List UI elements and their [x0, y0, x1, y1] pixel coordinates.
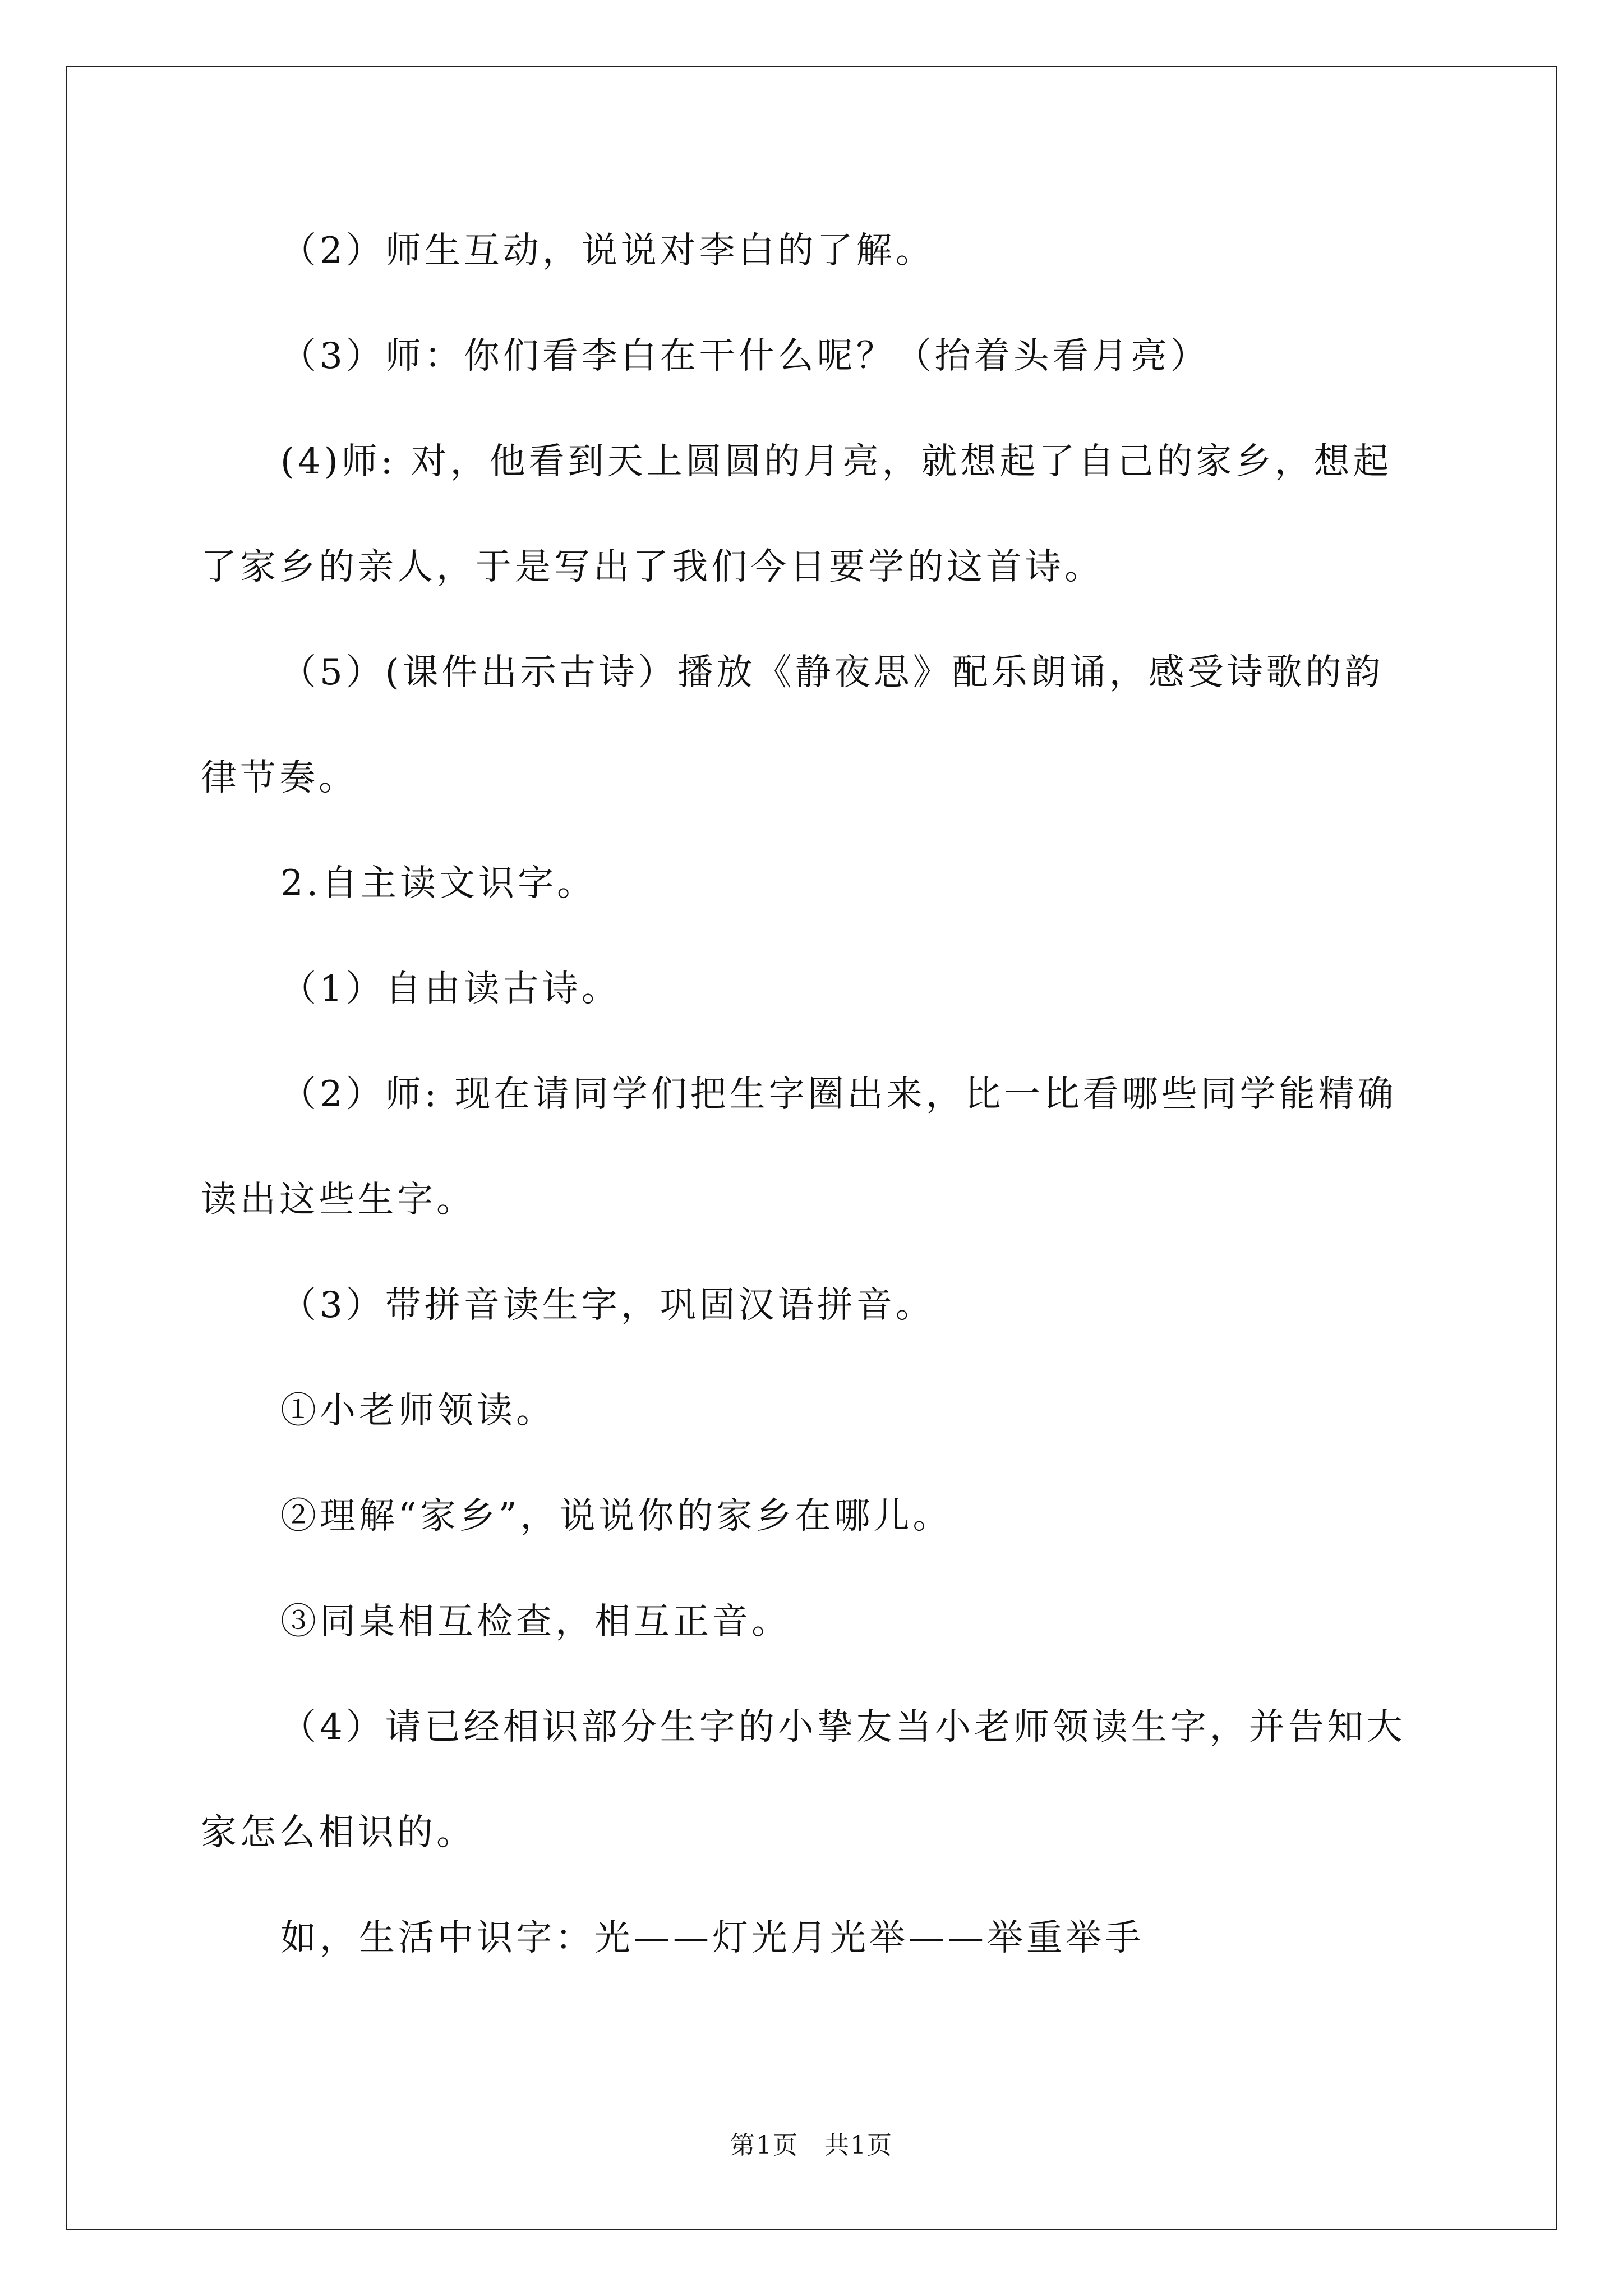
paragraph-line: 如，生活中识字：光——灯光月光举——举重举手	[280, 1917, 1144, 1959]
paragraph-line: ②理解“家乡”，说说你的家乡在哪儿。	[280, 1496, 952, 1537]
paragraph-line: （5）(课件出示古诗）播放《静夜思》配乐朗诵，感受诗歌的韵	[280, 652, 1384, 693]
paragraph-line: 律节奏。	[201, 757, 358, 799]
page-number-footer: 第1页 共1页	[730, 2131, 893, 2160]
paragraph-line: ①小老师领读。	[280, 1390, 555, 1432]
paragraph-line: （3）师：你们看李白在干什么呢？（抬着头看月亮）	[280, 335, 1210, 377]
paragraph-line: （2）师生互动，说说对李白的了解。	[280, 230, 935, 272]
paragraph-line: ③同桌相互检查，相互正音。	[280, 1601, 791, 1642]
paragraph-line: (4)师: 对，他看到天上圆圆的月亮，就想起了自己的家乡，想起	[280, 441, 1393, 482]
paragraph-line: （3）带拼音读生字，巩固汉语拼音。	[280, 1285, 935, 1326]
paragraph-line: （4）请已经相识部分生字的小挚友当小老师领读生字，并告知大	[280, 1706, 1406, 1748]
section-heading: 2.自主读文识字。	[280, 863, 597, 904]
paragraph-line: 读出这些生字。	[201, 1179, 476, 1221]
paragraph-line: （1）自由读古诗。	[280, 968, 621, 1010]
paragraph-line: （2）师: 现在请同学们把生字圈出来，比一比看哪些同学能精确	[280, 1074, 1397, 1115]
paragraph-line: 了家乡的亲人，于是写出了我们今日要学的这首诗。	[201, 546, 1104, 588]
page-border	[66, 66, 1557, 2230]
paragraph-line: 家怎么相识的。	[201, 1812, 476, 1853]
